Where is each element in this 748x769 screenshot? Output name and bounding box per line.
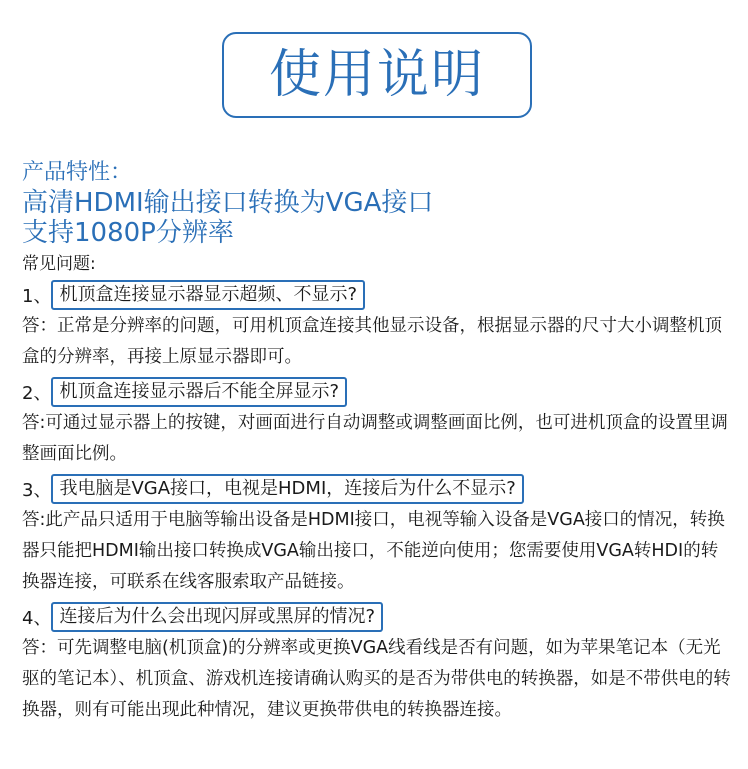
faq-answer: 答:可通过显示器上的按键，对画面进行自动调整或调整画面比例，也可进机顶盒的设置里调整画面比例。	[22, 413, 728, 464]
page-title: 使用说明	[268, 45, 485, 105]
faq-title: 常见问题:	[22, 254, 96, 274]
faq-section	[22, 252, 734, 726]
faq-answer: 答：正常是分辨率的问题，可用机顶盒连接其他显示设备，根据显示器的尺寸大小调整机顶盒的分辨率，再接上原显示器即可。	[22, 316, 722, 367]
faq-question-row	[22, 600, 734, 634]
title-box	[222, 32, 532, 118]
question-box: 机顶盒连接显示器后不能全屏显示?	[51, 377, 347, 407]
question-number: 4、	[22, 608, 52, 629]
faq-question-row	[22, 278, 734, 312]
feature-line: 支持1080P分辨率	[22, 218, 234, 248]
question-box: 机顶盒连接显示器显示超频、不显示?	[51, 280, 365, 310]
faq-question-row	[22, 375, 734, 409]
question-number: 2、	[22, 383, 52, 404]
faq-question-row	[22, 472, 734, 506]
features-heading: 产品特性：	[22, 160, 133, 185]
question-box: 我电脑是VGA接口，电视是HDMI，连接后为什么不显示?	[51, 474, 523, 504]
product-features	[22, 158, 732, 248]
question-box: 连接后为什么会出现闪屏或黑屏的情况?	[51, 602, 383, 632]
question-number: 3、	[22, 480, 52, 501]
question-number: 1、	[22, 286, 52, 307]
faq-answer: 答:此产品只适用于电脑等输出设备是HDMI接口，电视等输入设备是VGA接口的情况，转换器只能把HDMI输出接口转换成VGA输出接口，不能逆向使用；您需要使用VGA转HDI的转换器连接，可联系在线客服索取产品链接。	[22, 510, 725, 592]
faq-answer: 答：可先调整电脑(机顶盒)的分辨率或更换VGA线看线是否有问题，如为苹果笔记本（无光驱的笔记本）、机顶盒、游戏机连接请确认购买的是否为带供电的转换器，如是不带供电的转换器，则有可能出现此种情况，建议更换带供电的转换器连接。	[22, 638, 731, 720]
feature-line: 高清HDMI输出接口转换为VGA接口	[22, 188, 434, 218]
